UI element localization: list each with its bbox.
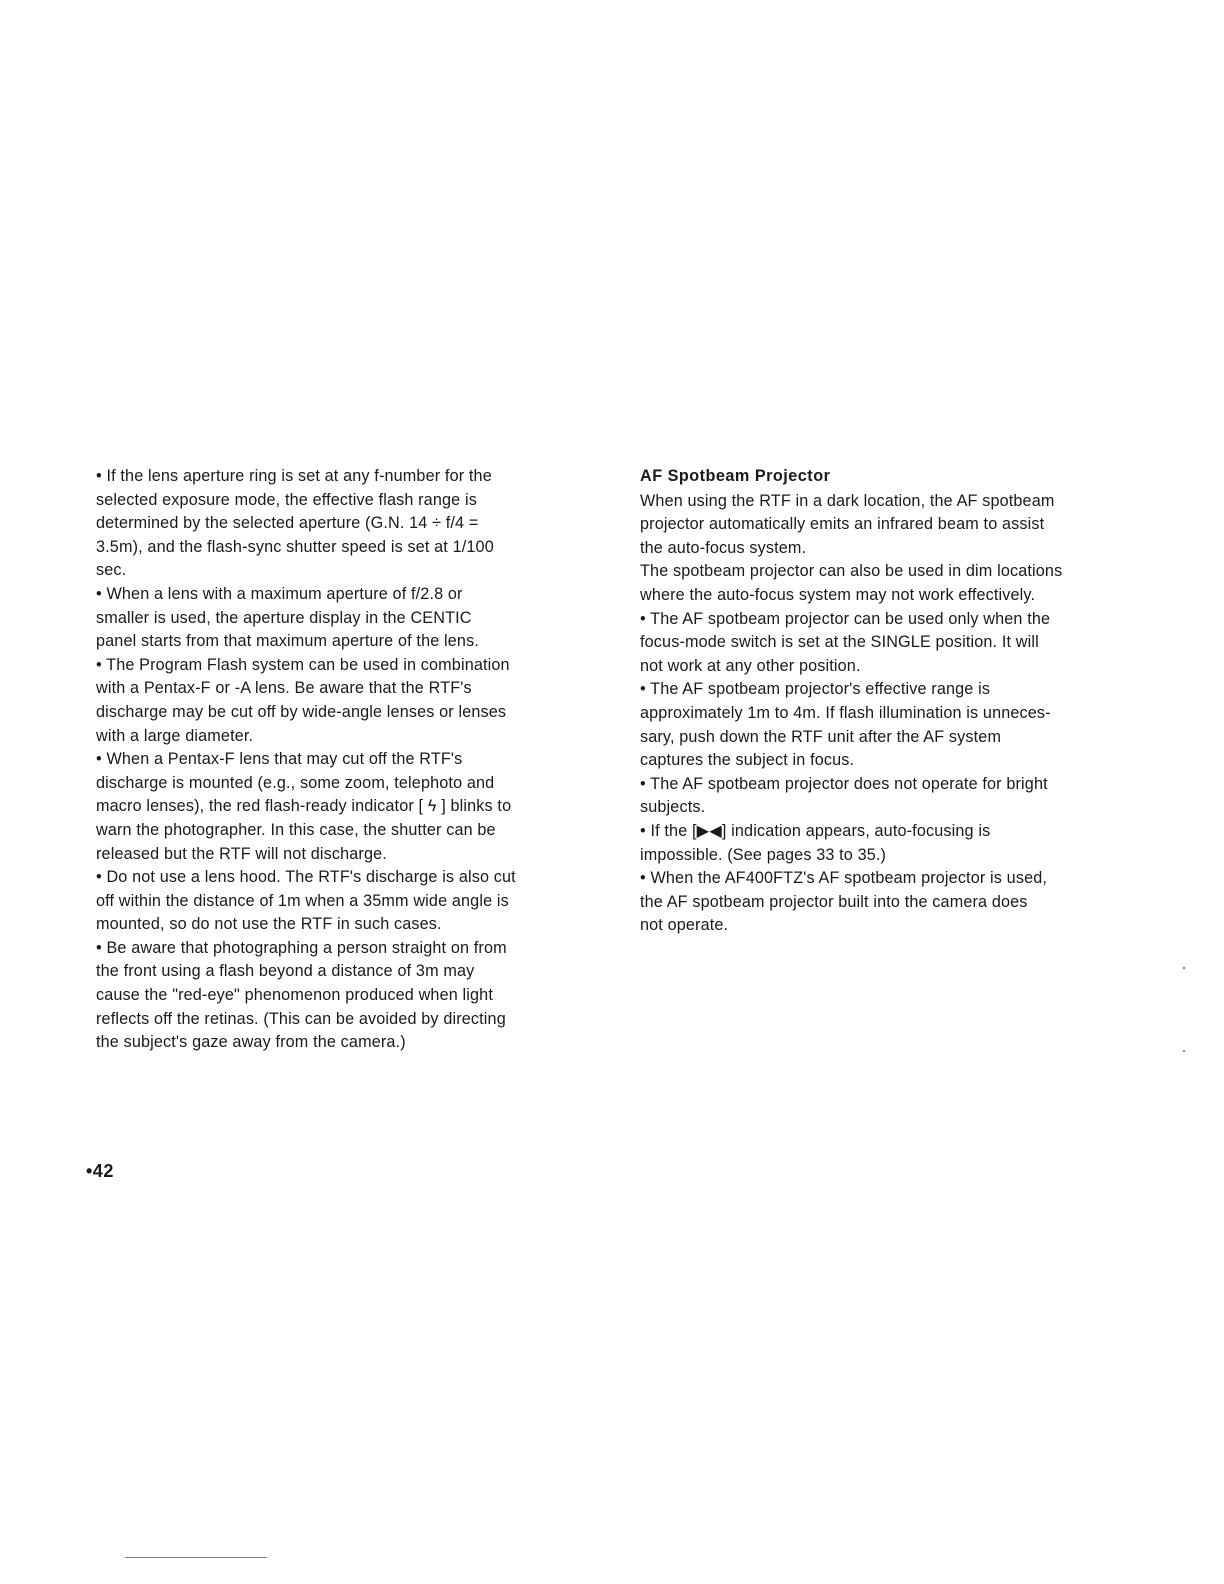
text-line: 3.5m), and the flash-sync shutter speed is set at 1/100 <box>96 537 494 556</box>
section-heading: AF Spotbeam Projector <box>640 467 831 485</box>
text-line: • Do not use a lens hood. The RTF's discharge is also cut <box>96 868 516 887</box>
scan-speck <box>1183 967 1185 969</box>
text-line: sary, push down the RTF unit after the AF system <box>640 727 1002 746</box>
text-line: the subject's gaze away from the camera.) <box>96 1033 406 1052</box>
text-line: sec. <box>96 561 127 580</box>
text-line: approximately 1m to 4m. If flash illumination is unneces- <box>640 703 1051 722</box>
text-line: where the auto-focus system may not work effectively. <box>640 585 1036 604</box>
text-line: • When a Pentax-F lens that may cut off the RTF's <box>96 750 463 769</box>
text-line: not operate. <box>640 916 729 935</box>
scan-speck <box>1183 1050 1185 1052</box>
text-line: When using the RTF in a dark location, the AF spotbeam <box>640 491 1055 510</box>
text-line: • Be aware that photographing a person straight on from <box>96 938 507 957</box>
text-line: with a large diameter. <box>96 726 254 745</box>
text-line: • If the lens aperture ring is set at any f-number for the <box>96 467 492 485</box>
text-line: smaller is used, the aperture display in the CENTIC <box>96 608 472 627</box>
text-line: released but the RTF will not discharge. <box>96 844 387 863</box>
text-line: the front using a flash beyond a distance of 3m may <box>96 962 475 981</box>
text-line: • The AF spotbeam projector's effective range is <box>640 680 991 699</box>
text-line: captures the subject in focus. <box>640 751 855 770</box>
text-line: determined by the selected aperture (G.N. 14 ÷ f/4 = <box>96 514 479 533</box>
text-line: macro lenses), the red flash-ready indicator [ ϟ ] blinks to <box>96 797 512 816</box>
text-line: panel starts from that maximum aperture of the lens. <box>96 632 479 651</box>
text-line: the auto-focus system. <box>640 538 807 557</box>
page-number: •42 <box>86 1161 114 1181</box>
right-column <box>640 465 1140 938</box>
text-line: reflects off the retinas. (This can be avoided by directing <box>96 1009 506 1028</box>
text-line: warn the photographer. In this case, the shutter can be <box>96 820 496 839</box>
text-line: • When the AF400FTZ's AF spotbeam projector is used, <box>640 869 1048 888</box>
bottom-rule-divider <box>125 1557 267 1558</box>
text-line: impossible. (See pages 33 to 35.) <box>640 845 887 864</box>
text-line: with a Pentax-F or -A lens. Be aware that the RTF's <box>96 679 472 698</box>
text-line: • When a lens with a maximum aperture of f/2.8 or <box>96 584 463 603</box>
text-line: • The AF spotbeam projector can be used only when the <box>640 609 1051 628</box>
text-line: • The Program Flash system can be used in combination <box>96 655 510 674</box>
text-line: subjects. <box>640 798 706 817</box>
text-line: The spotbeam projector can also be used in dim locations <box>640 562 1063 581</box>
text-line: off within the distance of 1m when a 35mm wide angle is <box>96 891 509 910</box>
text-line: • If the [▶◀] indication appears, auto-focusing is <box>640 821 991 840</box>
text-line: discharge is mounted (e.g., some zoom, telephoto and <box>96 773 495 792</box>
text-line: the AF spotbeam projector built into the camera does <box>640 892 1028 911</box>
text-line: projector automatically emits an infrared beam to assist <box>640 515 1045 534</box>
left-column <box>96 465 594 1055</box>
text-line: discharge may be cut off by wide-angle lenses or lenses <box>96 702 507 721</box>
text-line: selected exposure mode, the effective flash range is <box>96 490 477 509</box>
text-line: focus-mode switch is set at the SINGLE position. It will <box>640 633 1039 652</box>
text-line: • The AF spotbeam projector does not operate for bright <box>640 774 1048 793</box>
text-line: not work at any other position. <box>640 656 861 675</box>
text-line: cause the "red-eye" phenomenon produced when light <box>96 986 493 1005</box>
text-line: mounted, so do not use the RTF in such cases. <box>96 915 442 934</box>
